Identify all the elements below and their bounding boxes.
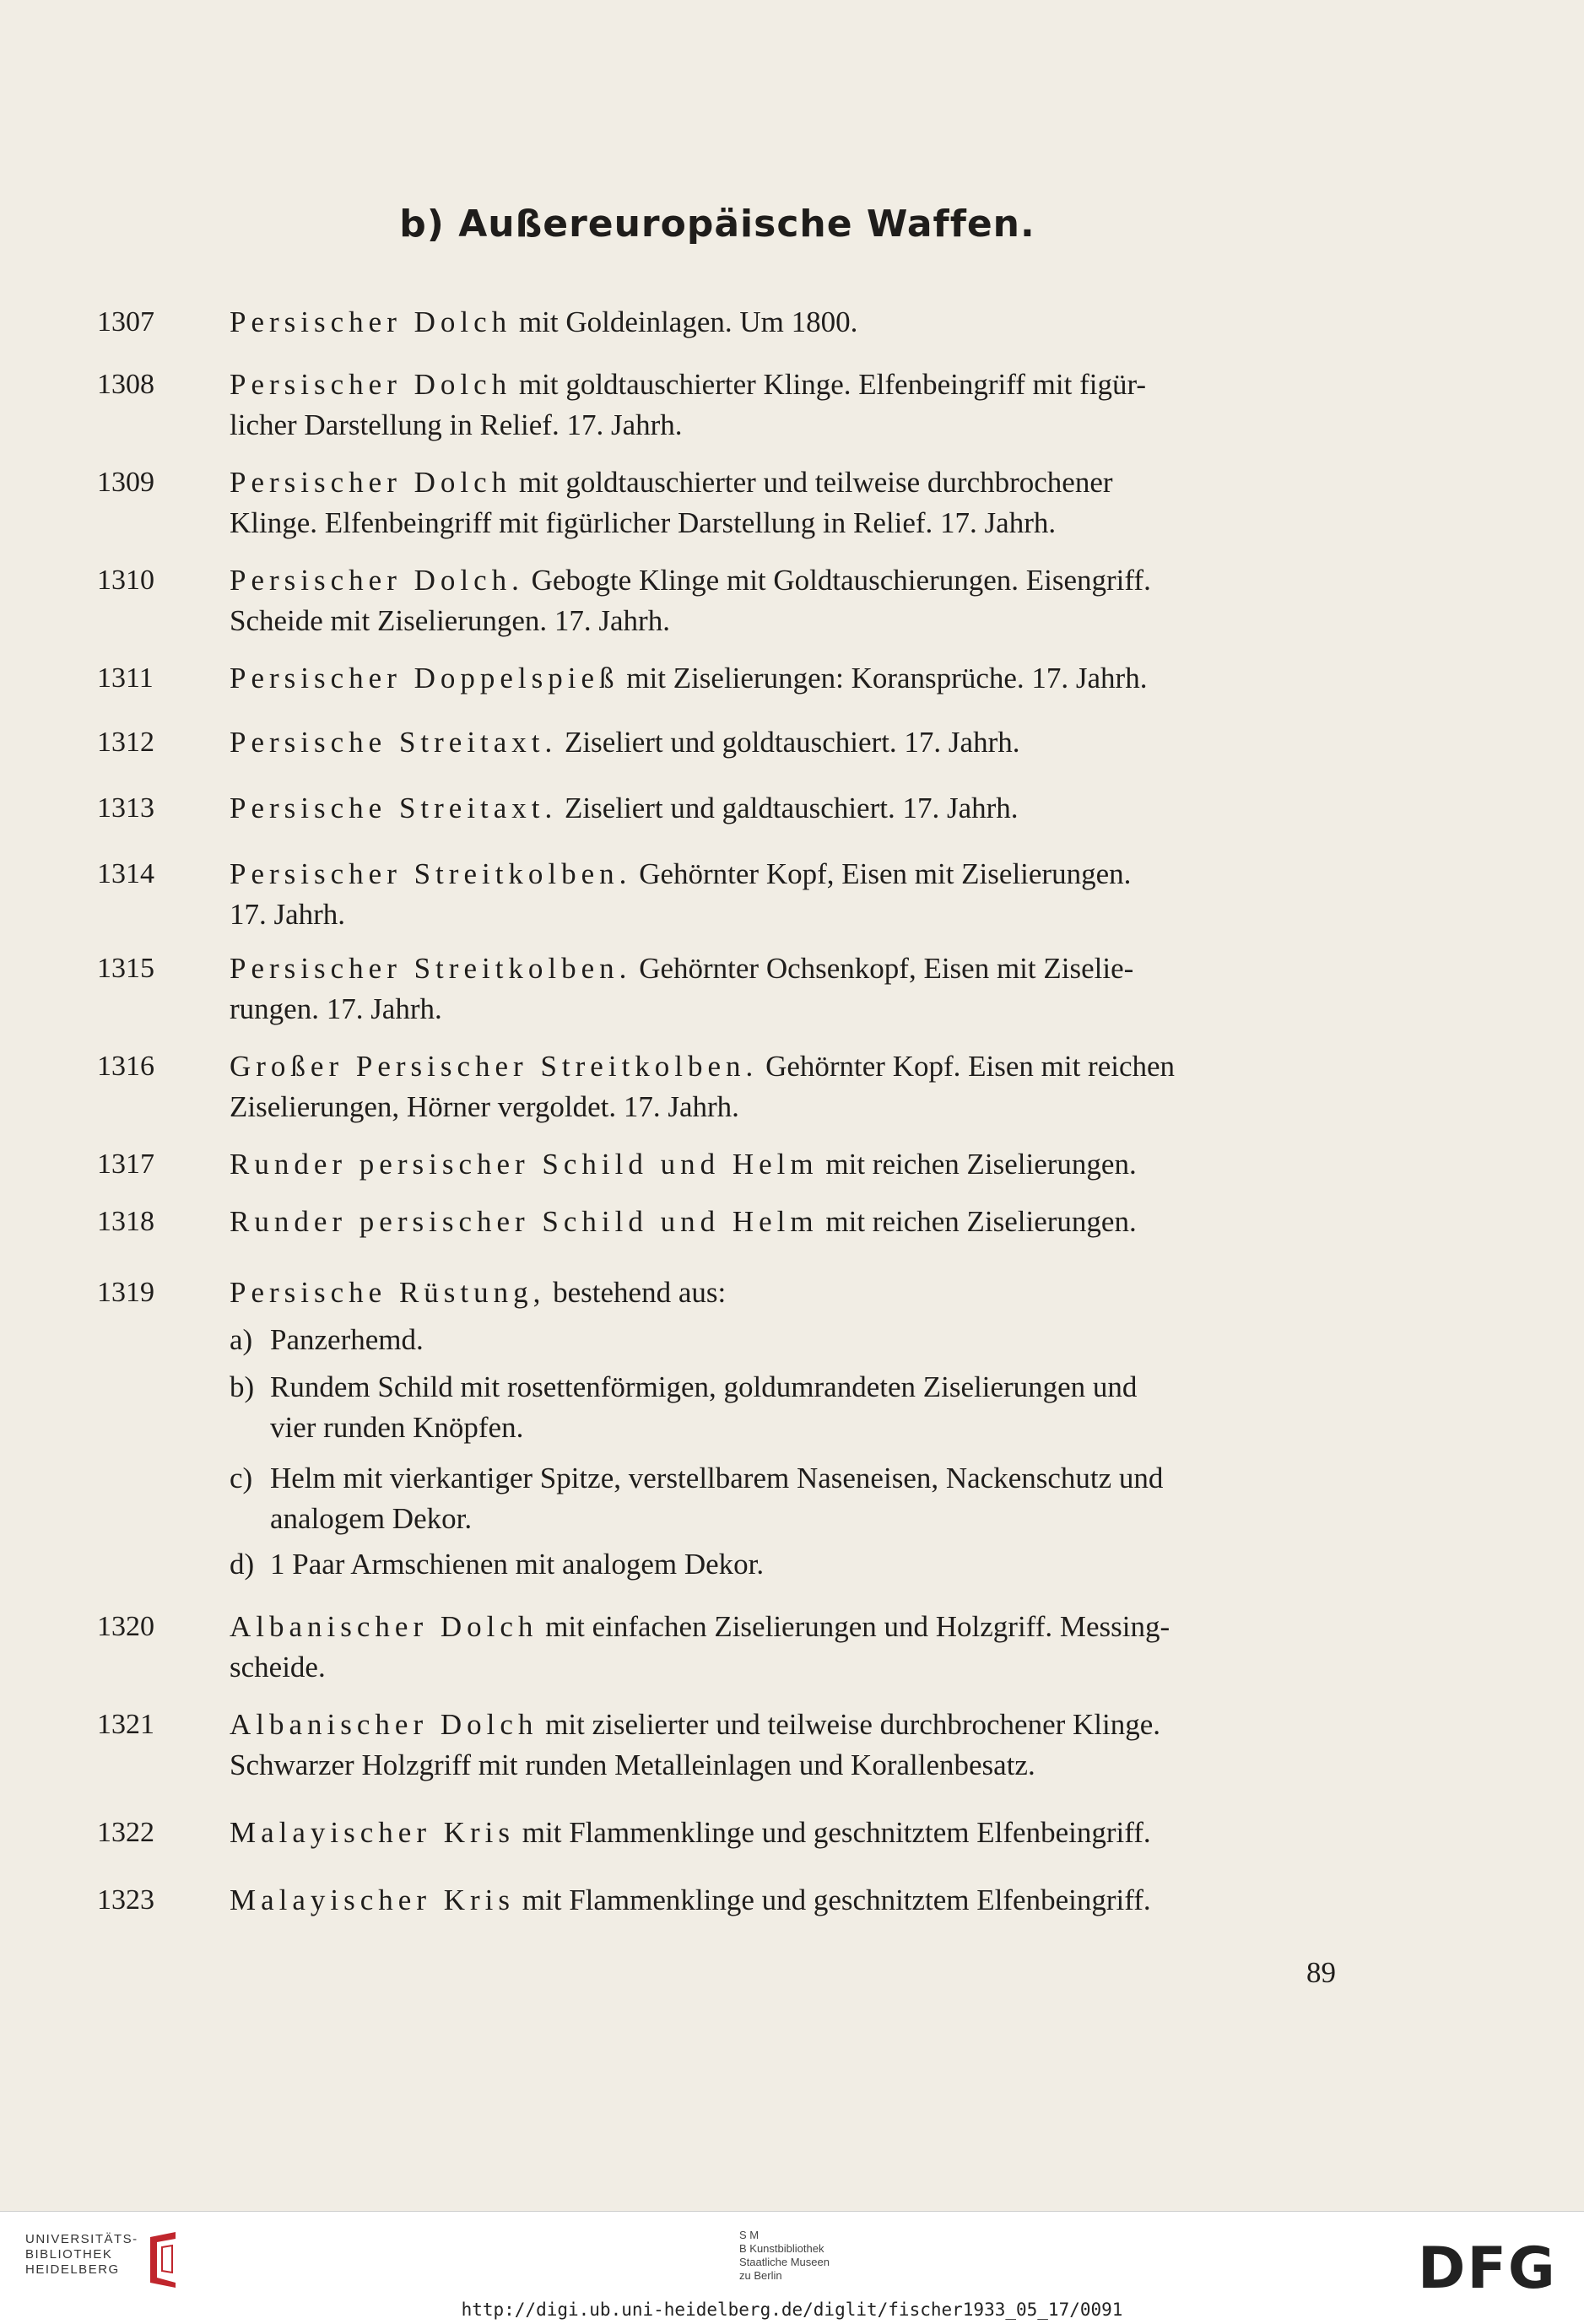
entry-text xyxy=(230,1046,1348,1127)
sm-line: S M xyxy=(739,2229,760,2241)
entry-title: Persischer Streitkolben. xyxy=(230,857,632,890)
entry-text xyxy=(230,1705,1348,1786)
entry-description-line: Gebogte Klinge mit Goldtauschierungen. Eisengriff. xyxy=(531,564,1151,597)
entry-text xyxy=(230,1202,1348,1242)
armor-item-text: analogem Dekor. xyxy=(270,1502,473,1535)
entry-text xyxy=(230,949,1348,1030)
armor-item xyxy=(230,1544,1348,1585)
ub-logo-line: BIBLIOTHEK xyxy=(25,2247,113,2262)
entry-description-line: mit Goldeinlagen. Um 1800. xyxy=(518,305,858,338)
entry-title: Persischer Streitkolben. xyxy=(230,952,632,985)
entry-description-line: mit reichen Ziselierungen. xyxy=(825,1148,1137,1181)
entry-description-line: Klinge. Elfenbeingriff mit figürlicher Darstellung in Relief. 17. Jahrh. xyxy=(230,506,1057,539)
entry-title: Malayischer Kris xyxy=(230,1816,516,1849)
entry-description-line: 17. Jahrh. xyxy=(230,898,346,931)
entry-number: 1307 xyxy=(97,306,154,338)
entry-description-line: mit einfachen Ziselierungen und Holzgriff. Messing- xyxy=(545,1610,1170,1643)
entry-number: 1322 xyxy=(97,1817,154,1848)
entry-description-line: Ziseliert und galdtauschiert. 17. Jahrh. xyxy=(565,792,1019,824)
entry-title: Persischer Dolch. xyxy=(230,564,524,597)
entry-description-line: Scheide mit Ziselierungen. 17. Jahrh. xyxy=(230,604,670,637)
entry-text xyxy=(230,1144,1348,1185)
entry-title: Runder persischer Schild und Helm xyxy=(230,1148,819,1181)
sm-line: Staatliche Museen xyxy=(739,2256,830,2268)
armor-item-text: Rundem Schild mit rosettenförmigen, goldumrandeten Ziselierungen und xyxy=(270,1370,1138,1403)
page-number: 89 xyxy=(1306,1956,1336,1989)
entry-number: 1316 xyxy=(97,1051,154,1082)
armor-item-label: c) xyxy=(230,1462,253,1494)
armor-item xyxy=(230,1367,1348,1448)
entry-text xyxy=(230,854,1348,935)
armor-item-label: b) xyxy=(230,1370,255,1403)
entry-title: Malayischer Kris xyxy=(230,1884,516,1916)
entry-description-line: Ziselierungen, Hörner vergoldet. 17. Jahrh. xyxy=(230,1090,739,1123)
entry-title: Persische Streitaxt. xyxy=(230,726,558,759)
entry-number: 1318 xyxy=(97,1206,154,1237)
ub-logo-line: HEIDELBERG xyxy=(25,2262,120,2277)
entry-title: Persische Streitaxt. xyxy=(230,792,558,824)
entry-number: 1312 xyxy=(97,727,154,758)
entry-number: 1313 xyxy=(97,792,154,824)
armor-item-text: Panzerhemd. xyxy=(270,1323,424,1356)
entry-number: 1310 xyxy=(97,565,154,596)
entry-text xyxy=(230,1607,1348,1688)
entry-number: 1311 xyxy=(97,662,154,694)
entry-text xyxy=(230,365,1348,446)
entry-number: 1323 xyxy=(97,1884,154,1916)
entry-number: 1317 xyxy=(97,1148,154,1180)
entry-text xyxy=(230,560,1348,641)
armor-item-text: Helm mit vierkantiger Spitze, verstellbarem Naseneisen, Nackenschutz und xyxy=(270,1462,1164,1494)
entry-description-line: Gehörnter Ochsenkopf, Eisen mit Ziselie- xyxy=(639,952,1134,985)
entry-text xyxy=(230,1813,1348,1853)
entry-number: 1315 xyxy=(97,953,154,984)
dfg-logo[interactable]: DFG xyxy=(1418,2235,1557,2302)
entry-text xyxy=(230,1880,1348,1921)
ub-logo-line: UNIVERSITÄTS- xyxy=(25,2232,138,2246)
armor-item xyxy=(230,1458,1348,1539)
armor-item xyxy=(230,1320,1348,1360)
entry-title: Albanischer Dolch xyxy=(230,1610,538,1643)
entry-description-line: Ziseliert und goldtauschiert. 17. Jahrh. xyxy=(565,726,1020,759)
entry-description-line: rungen. 17. Jahrh. xyxy=(230,992,442,1025)
entry-number: 1321 xyxy=(97,1709,154,1740)
entry-title: Persischer Dolch xyxy=(230,466,512,499)
entry-title: Albanischer Dolch xyxy=(230,1708,538,1741)
entry-text xyxy=(230,658,1348,699)
ub-logo-mark-icon xyxy=(142,2230,184,2289)
armor-item-label: a) xyxy=(230,1323,253,1356)
entry-description-line: mit Flammenklinge und geschnitztem Elfenbeingriff. xyxy=(522,1884,1151,1916)
entry-description-line: scheide. xyxy=(230,1651,326,1684)
entry-title: Persischer Dolch xyxy=(230,305,512,338)
entry-title: Persische Rüstung, xyxy=(230,1276,546,1309)
sm-kunstbibliothek-logo[interactable] xyxy=(739,2229,830,2283)
entry-number: 1319 xyxy=(97,1277,154,1308)
entry-description-line: mit Flammenklinge und geschnitztem Elfenbeingriff. xyxy=(522,1816,1151,1849)
entry-description-line: licher Darstellung in Relief. 17. Jahrh. xyxy=(230,408,683,441)
entry-number: 1320 xyxy=(97,1611,154,1642)
armor-item-label: d) xyxy=(230,1548,255,1581)
entry-description-line: bestehend aus: xyxy=(553,1276,727,1309)
section-heading: b) Außereuropäische Waffen. xyxy=(399,203,1035,246)
entry-text xyxy=(230,302,1348,343)
entry-number: 1308 xyxy=(97,369,154,400)
entry-description-line: Gehörnter Kopf, Eisen mit Ziselierungen. xyxy=(639,857,1132,890)
sm-line: zu Berlin xyxy=(739,2269,782,2282)
entry-description-line: Schwarzer Holzgriff mit runden Metalleinlagen und Korallenbesatz. xyxy=(230,1748,1035,1781)
footer-bar xyxy=(0,2211,1584,2324)
entry-title: Großer Persischer Streitkolben. xyxy=(230,1050,759,1083)
entry-title: Persischer Dolch xyxy=(230,368,512,401)
sm-line: B Kunstbibliothek xyxy=(739,2242,824,2255)
entry-number: 1309 xyxy=(97,467,154,498)
entry-description-line: mit reichen Ziselierungen. xyxy=(825,1205,1137,1238)
entry-title: Runder persischer Schild und Helm xyxy=(230,1205,819,1238)
entry-description-line: mit goldtauschierter und teilweise durchbrochener xyxy=(518,466,1113,499)
entry-description-line: Gehörnter Kopf. Eisen mit reichen xyxy=(765,1050,1176,1083)
armor-item-text: 1 Paar Armschienen mit analogem Dekor. xyxy=(270,1548,765,1581)
entry-number: 1314 xyxy=(97,858,154,889)
entry-description-line: mit Ziselierungen: Koransprüche. 17. Jahrh. xyxy=(626,662,1148,694)
permalink-url[interactable]: http://digi.ub.uni-heidelberg.de/diglit/fischer1933_05_17/0091 xyxy=(461,2300,1123,2320)
entry-text xyxy=(230,462,1348,543)
entry-text xyxy=(230,1273,1348,1313)
entry-description-line: mit goldtauschierter Klinge. Elfenbeingriff mit figür- xyxy=(518,368,1147,401)
entry-text xyxy=(230,722,1348,763)
ub-heidelberg-logo[interactable] xyxy=(25,2232,138,2278)
entry-text xyxy=(230,788,1348,829)
entry-title: Persischer Doppelspieß xyxy=(230,662,619,694)
armor-item-text: vier runden Knöpfen. xyxy=(270,1411,524,1444)
entry-description-line: mit ziselierter und teilweise durchbrochener Klinge. xyxy=(545,1708,1161,1741)
